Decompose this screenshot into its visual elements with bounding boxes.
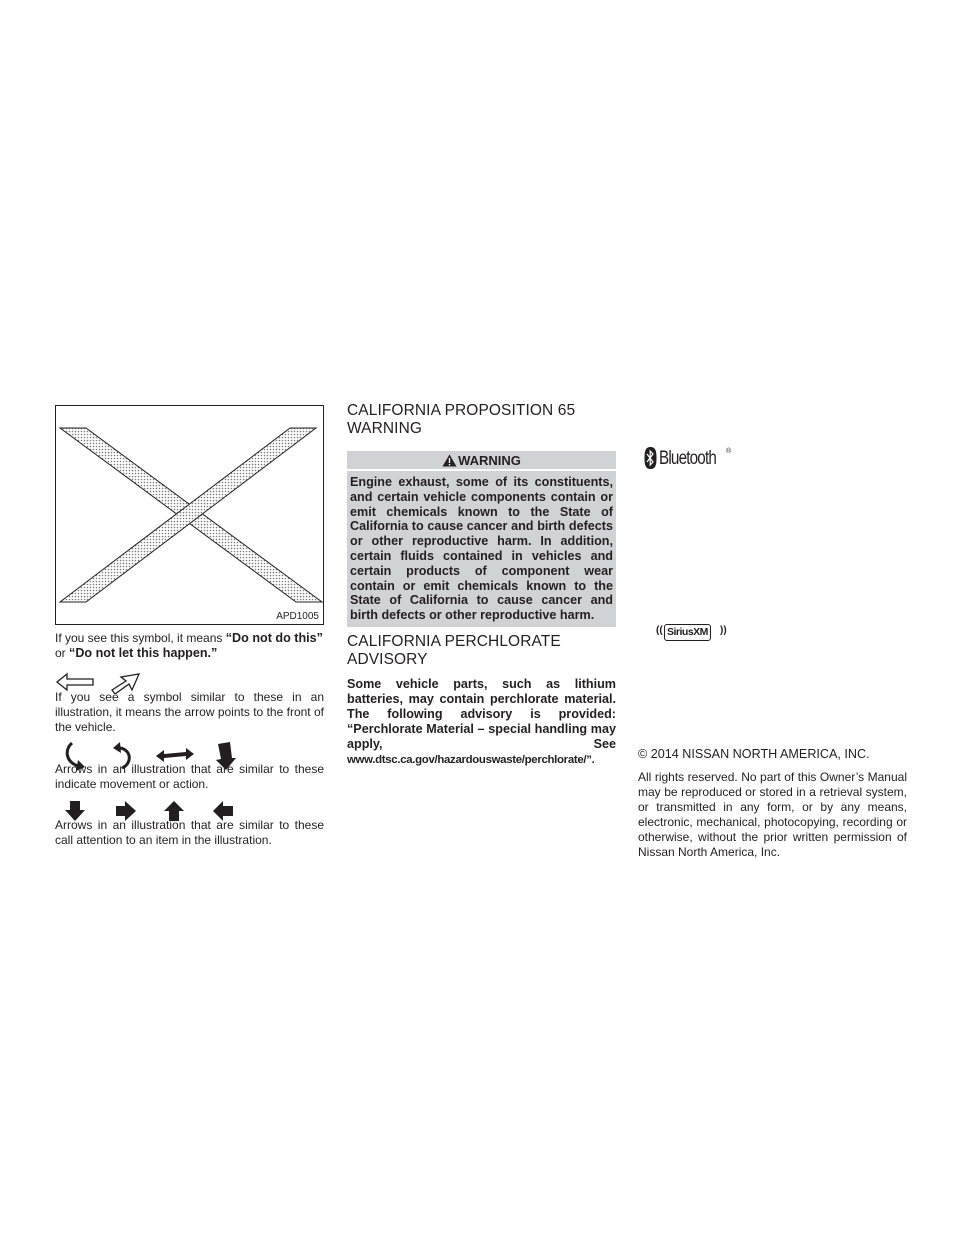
figure-label: APD1005: [276, 611, 319, 622]
siriusxm-logo: [656, 624, 726, 644]
rights-text: All rights reserved. No part of this Owner’s Manual may be reproduced or stored in a retrieval system, or transmitted in any form, or by any means, electronic, mechanical, photocopying, recording or otherwise, without the prior written permission of Nissan North America, Inc.: [638, 770, 907, 859]
prop65-heading: CALIFORNIA PROPOSITION 65 WARNING: [347, 402, 576, 437]
perchlorate-text: Some vehicle parts, such as lithium batteries, may contain perchlorate material. The following advisory is provided: “Perchlorate Material – special handling may apply, See www.dtsc.ca.gov/hazardouswaste/perchlorate/”.: [347, 677, 616, 766]
warning-label: WARNING: [458, 453, 521, 468]
siriusxm-wordmark: SiriusXM: [664, 624, 711, 641]
warning-text: Engine exhaust, some of its constituents, and certain vehicle components contain or emit chemicals known to the State of California to cause cancer and birth defects or other reproductive harm. In addition, certain fluids contained in vehicles and certain products of component wear contain or emit chemicals known to the State of California to cause cancer and birth defects or other reproductive harm.: [350, 475, 613, 623]
symbol-meaning-text: If you see this symbol, it means “Do not do this” or “Do not let this happen.”: [55, 631, 323, 660]
outline-left-arrow-icon: [57, 674, 93, 690]
x-cross-symbol: [56, 406, 323, 624]
prop65-warning-box: [347, 451, 616, 627]
copyright-line: © 2014 NISSAN NORTH AMERICA, INC.: [638, 747, 870, 761]
warning-triangle-icon: [442, 454, 457, 467]
movement-text: Arrows in an illustration that are similar to these indicate movement or action.: [55, 762, 324, 791]
bluetooth-wordmark: Bluetooth: [659, 448, 717, 469]
perchlorate-heading: CALIFORNIA PERCHLORATE ADVISORY: [347, 633, 561, 668]
bluetooth-registered-mark: ®: [726, 448, 732, 455]
bluetooth-icon: [644, 447, 657, 469]
front-arrow-text: If you see a symbol similar to these in an illustration, it means the arrow points to the front of the vehicle.: [55, 690, 324, 734]
double-headed-arrow-icon: [156, 748, 194, 762]
bluetooth-logo: [644, 447, 730, 471]
perchlorate-url: www.dtsc.ca.gov/hazardouswaste/perchlorate/”.: [347, 754, 595, 766]
siriusxm-waves-icon: ((: [656, 625, 663, 636]
warning-header: [347, 451, 616, 471]
attention-text: Arrows in an illustration that are similar to these call attention to an item in the illustration.: [55, 818, 324, 847]
siriusxm-waves-icon-right: )): [720, 625, 727, 636]
do-not-symbol-figure: [55, 405, 324, 625]
